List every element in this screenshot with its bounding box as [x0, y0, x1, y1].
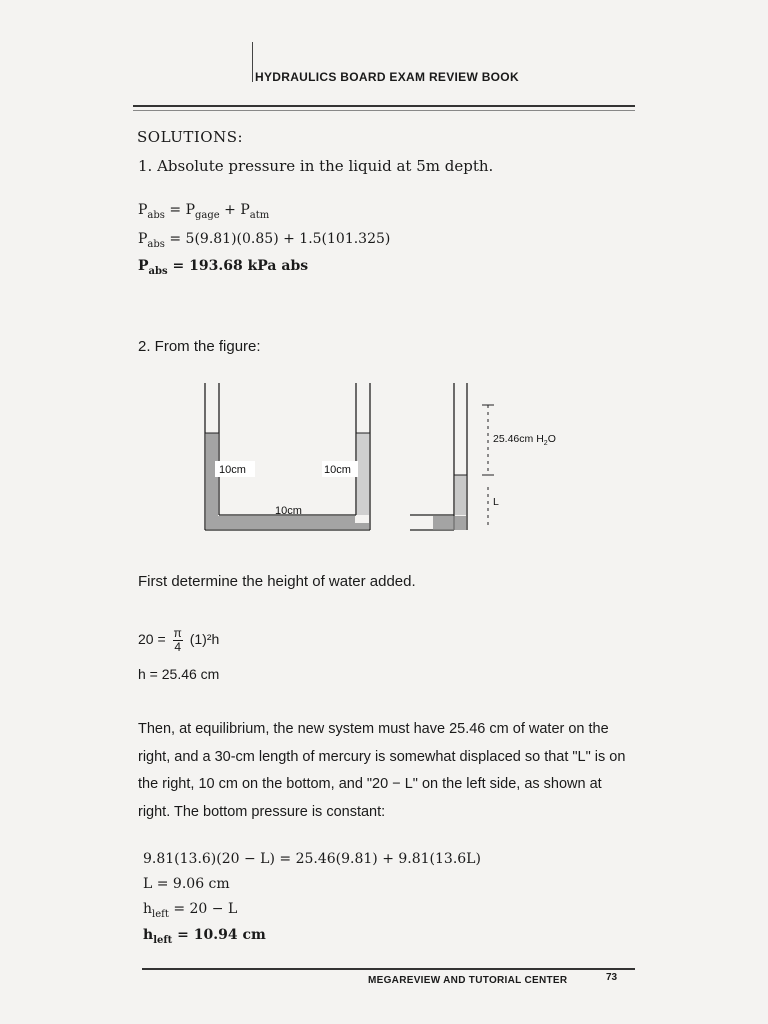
problem1-result: $P_{abs} = 193.68$ kPa abs	[138, 258, 309, 277]
calc-line3: $h_{left} = 20 - L$	[143, 901, 238, 920]
L-label: L	[493, 496, 499, 508]
equation-h: h = 25.46 cm	[138, 666, 220, 682]
problem1-eq-line1: $P_{abs} = P_{gage} + P_{atm}$	[138, 202, 270, 221]
left-height-label: 10cm	[219, 464, 246, 476]
page-number: 73	[606, 972, 618, 983]
problem1-statement: 1. Absolute pressure in the liquid at 5m depth.	[138, 157, 494, 175]
binding-mark	[252, 42, 253, 82]
right-height-label: 10cm	[324, 464, 351, 476]
footer-rule	[142, 968, 635, 970]
step1-text: First determine the height of water added.	[138, 573, 416, 590]
mercury-bottom-fill	[433, 516, 466, 530]
solutions-heading: SOLUTIONS:	[137, 128, 244, 146]
footer-text: MEGAREVIEW AND TUTORIAL CENTER	[368, 975, 568, 986]
problem1-eq-line2: $P_{abs} = 5(9.81)(0.85) + 1.5(101.325)$	[138, 231, 391, 250]
calc-line2: L = 9.06 cm	[143, 876, 230, 892]
problem2-statement: 2. From the figure:	[138, 338, 261, 355]
calc-result: $h_{left} = 10.94$ cm	[143, 927, 266, 946]
mercury-L-fill	[455, 475, 466, 515]
calc-line1: 9.81(13.6)(20 − L) = 25.46(9.81) + 9.81(13.6L)	[143, 851, 481, 867]
equilibrium-paragraph: Then, at equilibrium, the new system must have 25.46 cm of water on the right, and a 30-cm length of mercury is somewhat displaced so that "L" is on the right, 10 cm on the bottom, and "20 − L" on the left side, as shown at right. The bottom pressure is constant:	[138, 721, 626, 820]
header-rule-thin	[133, 110, 635, 111]
header-rule	[133, 105, 635, 107]
manometer-figure	[195, 375, 556, 555]
bottom-length-label: 10cm	[275, 505, 302, 517]
header-title: HYDRAULICS BOARD EXAM REVIEW BOOK	[255, 70, 519, 84]
equation-area: 20 = $\frac{\pi}{4}$ (1)²h	[138, 626, 220, 654]
water-height-label: 25.46cm $H_2O$	[493, 433, 556, 447]
mercury-fill-right	[357, 433, 369, 515]
